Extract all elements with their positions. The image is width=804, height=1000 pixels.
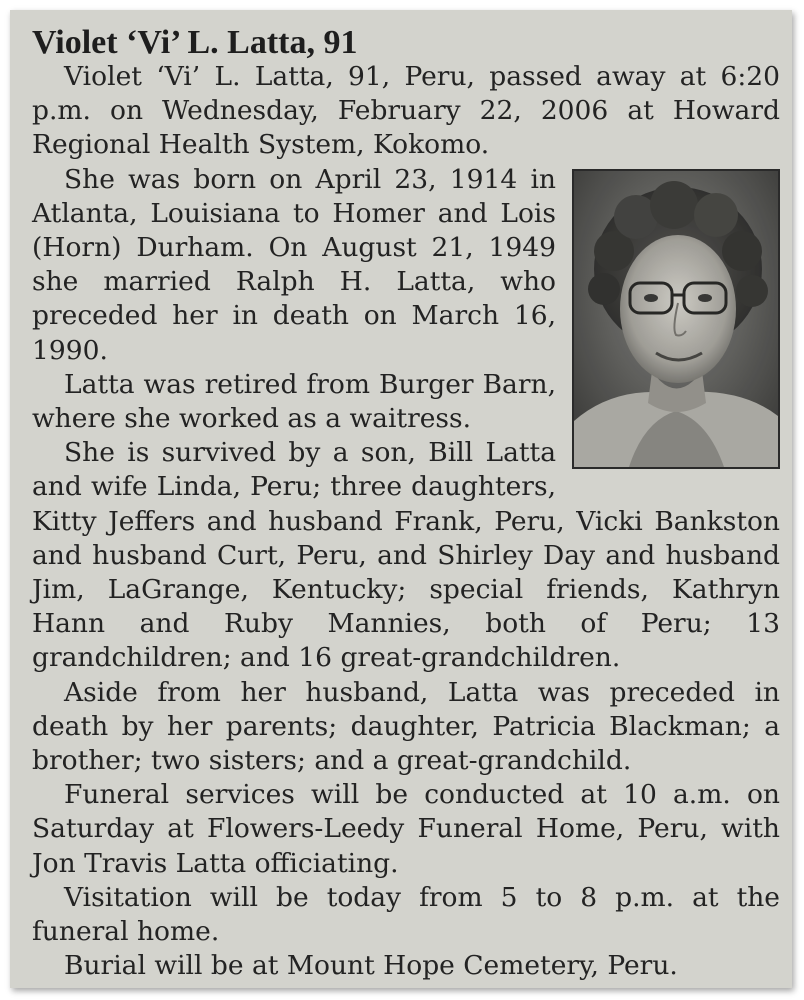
paragraph-burial: Burial will be at Mount Hope Cemetery, Peru. — [64, 950, 678, 982]
newspaper-clipping — [10, 10, 792, 988]
paragraph-birth-marriage: She was born on April 23, 1914 in Atlanta, Louisiana to Homer and Lois (Horn) Durham. On August 21, 1949 she married Ralph H. Latta, who preceded her in death on March 16, 1990. — [32, 163, 556, 366]
obituary-headline: Violet ‘Vi’ L. Latta, 91 — [32, 24, 358, 61]
paragraph-visitation: Visitation will be today from 5 to 8 p.m. at the funeral home. — [32, 881, 780, 948]
paragraph-death-notice: Violet ‘Vi’ L. Latta, 91, Peru, passed away at 6:20 p.m. on Wednesday, February 22, 2006 at Howard Regional Health System, Kokomo. — [32, 61, 780, 161]
paragraph-survivors: She is survived by a son, Bill Latta and wife Linda, Peru; three daughters, Kitty Jeffers and husband Frank, Peru, Vicki Bankston and husband Curt, Peru, and Shirley Day and husband Jim, LaGrange, Kentucky; special friends, Kathryn Hann and Ruby Mannies, both of Peru; 13 grandchildren; and 16 great-grandchildren. — [32, 437, 780, 674]
paragraph-funeral: Funeral services will be conducted at 10 a.m. on Saturday at Flowers-Leedy Funeral Home, Peru, with Jon Travis Latta officiating. — [32, 779, 780, 879]
obituary-article — [32, 22, 780, 983]
paragraph-preceded: Aside from her husband, Latta was preceded in death by her parents; daughter, Patricia Blackman; a brother; two sisters; and a great-grandchild. — [32, 676, 780, 777]
portrait-photo-image — [574, 171, 778, 467]
paragraph-career: Latta was retired from Burger Barn, where she worked as a waitress. — [32, 368, 556, 435]
portrait-photo — [572, 169, 780, 469]
